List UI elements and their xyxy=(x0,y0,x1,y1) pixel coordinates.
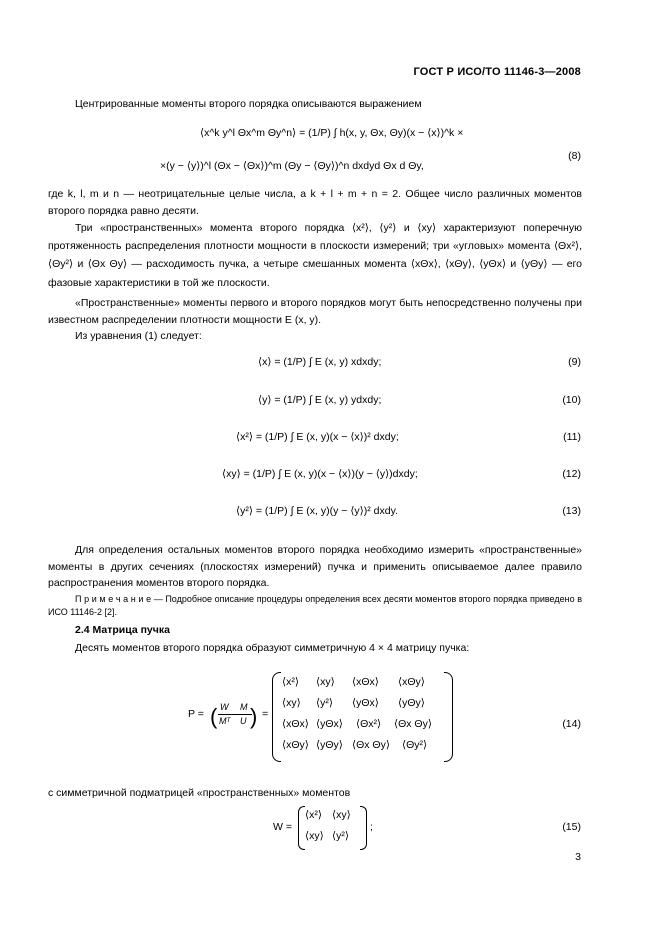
page-number: 3 xyxy=(575,851,581,863)
equation-12-number: (12) xyxy=(562,468,581,480)
matrix-cell: ⟨y²⟩ xyxy=(316,697,333,709)
equation-9-number: (9) xyxy=(568,356,581,368)
block-mt: Mᵀ xyxy=(219,716,231,726)
matrix-cell: ⟨yΘy⟩ xyxy=(398,697,425,709)
matrix-cell: ⟨xy⟩ xyxy=(316,676,335,688)
matrix-cell: ⟨xy⟩ xyxy=(282,697,301,709)
paragraph-where: где k, l, m и n — неотрицательные целые числа, а k + l + m + n = 2. Общее число различных моментов второго порядка равно десяти. xyxy=(48,188,582,217)
equation-9: ⟨x⟩ = (1/P) ∫ E (x, y) xdxdy; xyxy=(258,356,382,368)
paragraph-moments: Три «пространственных» момента второго порядка ⟨x²⟩, ⟨y²⟩ и ⟨xy⟩ характеризуют поперечную протяженность распределения плотности мощности в плоскости измерений; три «угловых» момента ⟨Θx²⟩, ⟨Θy²⟩ и ⟨Θx Θy⟩ — расходимость пучка, а четыре смешанных момента ⟨xΘx⟩, ⟨xΘy⟩, ⟨yΘx⟩ и ⟨yΘy⟩ — его фазовые характеристики в той же плоскости. xyxy=(48,222,582,289)
equation-11: ⟨x²⟩ = (1/P) ∫ E (x, y)(x − ⟨x⟩)² dxdy; xyxy=(236,431,399,443)
paragraph-from-eq1: Из уравнения (1) следует: xyxy=(75,330,202,342)
matrix-cell: ⟨xΘy⟩ xyxy=(282,739,309,751)
submatrix-left-bracket xyxy=(298,806,305,850)
submatrix-cell: ⟨y²⟩ xyxy=(332,830,349,842)
block-w: W xyxy=(220,702,229,712)
intro-text: Центрированные моменты второго порядка описываются выражением xyxy=(75,98,422,110)
spatial-submatrix xyxy=(298,806,368,850)
block-u: U xyxy=(240,716,247,726)
note-text: П р и м е ч а н и е — Подробное описание процедуры определения всех десяти моментов второго порядка приведено в ИСО 11146-2 [2]. xyxy=(48,594,582,617)
matrix-cell: ⟨yΘy⟩ xyxy=(316,739,343,751)
submatrix-cell: ⟨xy⟩ xyxy=(305,830,324,842)
block-matrix xyxy=(210,700,269,730)
paragraph-matrix: Десять моментов второго порядка образуют симметричную 4 × 4 матрицу пучка: xyxy=(75,642,470,654)
matrix-cell: ⟨yΘx⟩ xyxy=(352,697,379,709)
submatrix-cell: ⟨xy⟩ xyxy=(332,809,351,821)
equation-15-number: (15) xyxy=(562,821,581,833)
block-divider xyxy=(218,714,252,715)
equation-10-number: (10) xyxy=(562,394,581,406)
submatrix-cell: ⟨x²⟩ xyxy=(305,809,322,821)
left-paren: ( xyxy=(210,704,218,729)
equation-13: ⟨y²⟩ = (1/P) ∫ E (x, y)(y − ⟨y⟩)² dxdy. xyxy=(236,505,399,517)
equation-11-number: (11) xyxy=(563,431,581,443)
beam-matrix xyxy=(272,672,452,762)
equation-8-number: (8) xyxy=(568,150,581,162)
matrix-cell: ⟨xΘx⟩ xyxy=(282,718,309,730)
block-m: M xyxy=(240,702,248,712)
equation-15-lhs: W = xyxy=(273,821,292,833)
equation-14-number: (14) xyxy=(562,718,581,730)
equation-14-lhs: P = xyxy=(188,708,204,720)
matrix-cell: ⟨yΘx⟩ xyxy=(316,718,343,730)
matrix-left-bracket xyxy=(272,672,281,762)
right-paren: ) xyxy=(250,704,258,729)
matrix-cell: ⟨Θy²⟩ xyxy=(402,739,428,751)
equation-10: ⟨y⟩ = (1/P) ∫ E (x, y) ydxdy; xyxy=(258,394,382,406)
equation-15-tail: ; xyxy=(370,821,373,833)
matrix-cell: ⟨x²⟩ xyxy=(282,676,299,688)
section-heading: 2.4 Матрица пучка xyxy=(75,624,170,636)
equation-8-line2: ×(y − ⟨y⟩)^l (Θx − ⟨Θx⟩)^m (Θy − ⟨Θy⟩)^n dxdyd Θx d Θy, xyxy=(160,160,424,172)
paragraph-spatial: «Пространственные» моменты первого и второго порядков могут быть непосредственно получены при известном распределении плотности мощности E (x, y). xyxy=(48,297,582,326)
matrix-cell: ⟨Θx Θy⟩ xyxy=(352,739,390,751)
equals-sign: = xyxy=(262,708,269,720)
matrix-right-bracket xyxy=(444,672,453,762)
equation-8-line1: ⟨x^k y^l Θx^m Θy^n⟩ = (1/P) ∫ h(x, y, Θx, Θy)(x − ⟨x⟩)^k × xyxy=(200,127,464,139)
matrix-cell: ⟨xΘy⟩ xyxy=(398,676,425,688)
matrix-cell: ⟨Θx²⟩ xyxy=(356,718,382,730)
equation-13-number: (13) xyxy=(562,505,581,517)
paragraph-submatrix: с симметричной подматрицей «пространственных» моментов xyxy=(48,787,351,799)
matrix-cell: ⟨xΘx⟩ xyxy=(352,676,379,688)
matrix-cell: ⟨Θx Θy⟩ xyxy=(394,718,432,730)
document-header: ГОСТ Р ИСО/ТО 11146-3—2008 xyxy=(413,66,581,78)
submatrix-right-bracket xyxy=(360,806,367,850)
equation-12: ⟨xy⟩ = (1/P) ∫ E (x, y)(x − ⟨x⟩)(y − ⟨y⟩)dxdy; xyxy=(222,468,418,480)
paragraph-remaining-moments: Для определения остальных моментов второго порядка необходимо измерить «пространственные» моменты в других сечениях (плоскостях измерений) пучка и применить описываемое далее правило распространения моментов второго порядка. xyxy=(48,544,582,590)
